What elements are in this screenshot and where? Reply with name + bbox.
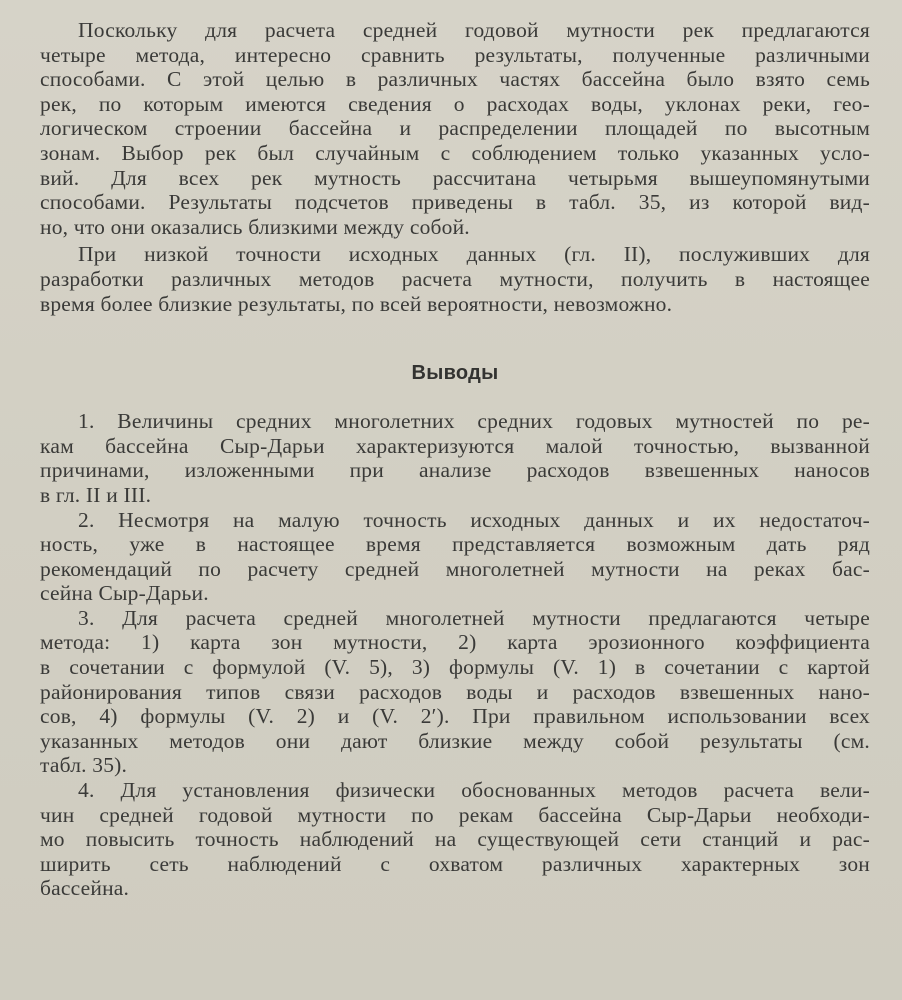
- text-line: 4. Для установления физически обоснованных методов расчета вели-: [78, 778, 870, 803]
- text-line: При низкой точности исходных данных (гл. II), послуживших для: [78, 242, 870, 267]
- text-line: сов, 4) формулы (V. 2) и (V. 2′). При правильном использовании всех: [40, 704, 870, 729]
- text-line: сейна Сыр-Дарьи.: [40, 581, 209, 606]
- text-line: вий. Для всех рек мутность рассчитана четырьмя вышеупомянутыми: [40, 165, 870, 190]
- text-line: табл. 35).: [40, 753, 128, 778]
- text-line: но, что они оказались близкими между собой.: [40, 214, 470, 239]
- text-line: кам бассейна Сыр-Дарьи характеризуются малой точностью, вызванной: [40, 433, 870, 458]
- text-line: ность, уже в настоящее время представляется возможным дать ряд: [40, 532, 870, 557]
- text-line: причинами, изложенными при анализе расходов взвешенных наносов: [40, 458, 870, 483]
- text-line: районирования типов связи расходов воды и расходов взвешенных нано-: [40, 679, 870, 704]
- text-line: четыре метода, интересно сравнить результаты, полученные различными: [40, 42, 870, 67]
- text-line: логическом строении бассейна и распределении площадей по высотным: [40, 116, 870, 141]
- conclusion-item-4: [40, 778, 870, 901]
- document-page: [40, 18, 870, 901]
- text-line: способами. С этой целью в различных частях бассейна было взято семь: [40, 67, 870, 92]
- text-line: 3. Для расчета средней многолетней мутности предлагаются четыре: [78, 605, 870, 630]
- intro-paragraph-2: [40, 242, 870, 316]
- intro-paragraph-1: [40, 18, 870, 239]
- text-line: в сочетании с формулой (V. 5), 3) формулы (V. 1) в сочетании с картой: [40, 655, 870, 680]
- text-line: ширить сеть наблюдений с охватом различных характерных зон: [40, 851, 870, 876]
- text-line: рек, по которым имеются сведения о расходах воды, уклонах реки, гео-: [40, 91, 870, 116]
- text-line: бассейна.: [40, 876, 130, 901]
- text-line: чин средней годовой мутности по рекам бассейна Сыр-Дарьи необходи-: [40, 802, 870, 827]
- text-line: 1. Величины средних многолетних средних годовых мутностей по ре-: [78, 409, 870, 434]
- text-line: зонам. Выбор рек был случайным с соблюдением только указанных усло-: [40, 140, 870, 165]
- text-line: разработки различных методов расчета мутности, получить в настоящее: [40, 266, 870, 291]
- text-line: время более близкие результаты, по всей вероятности, невозможно.: [40, 291, 673, 316]
- text-line: в гл. II и III.: [40, 482, 152, 507]
- text-line: способами. Результаты подсчетов приведены в табл. 35, из которой вид-: [40, 190, 870, 215]
- text-line: Поскольку для расчета средней годовой мутности рек предлагаются: [78, 18, 870, 42]
- text-line: мо повысить точность наблюдений на существующей сети станций и рас-: [40, 827, 870, 852]
- conclusion-item-1: [40, 409, 870, 507]
- text-line: рекомендаций по расчету средней многолетней мутности на реках бас-: [40, 556, 870, 581]
- text-line: 2. Несмотря на малую точность исходных данных и их недостаточ-: [78, 507, 870, 532]
- section-heading: Выводы: [411, 362, 499, 385]
- text-line: указанных методов они дают близкие между собой результаты (см.: [40, 728, 870, 753]
- text-line: метода: 1) карта зон мутности, 2) карта эрозионного коэффициента: [40, 630, 870, 655]
- conclusion-item-3: [40, 606, 870, 778]
- conclusion-item-2: [40, 508, 870, 606]
